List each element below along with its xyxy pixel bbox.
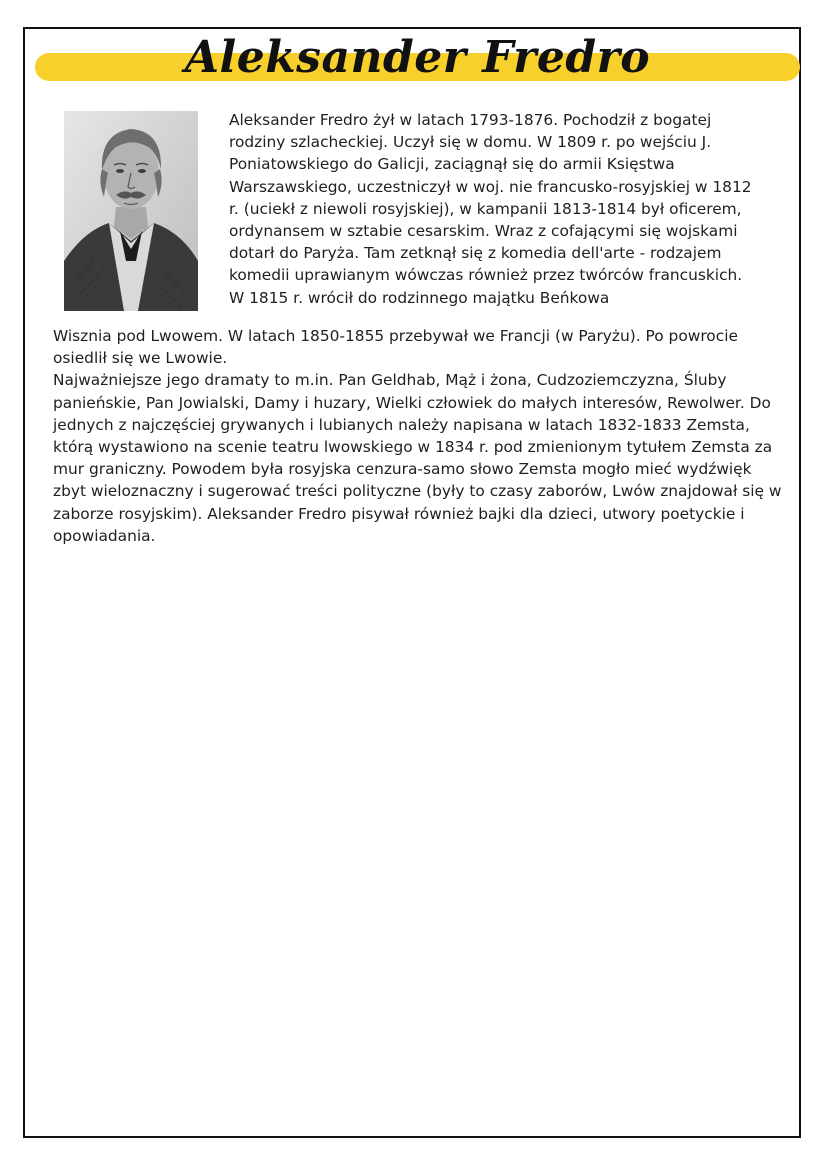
paragraph-continuation: Wisznia pod Lwowem. W latach 1850-1855 przebywał we Francji (w Paryżu). Po powrocie osiedlił się we Lwowie.	[53, 327, 738, 368]
paragraph-dramas: Najważniejsze jego dramaty to m.in. Pan Geldhab, Mąż i żona, Cudzoziemczyzna, Śluby panieńskie, Pan Jowialski, Damy i huzary, Wielki człowiek do małych interesów, Rewolwer. Do jednych z najczęściej grywanych i lubianych należy napisana w latach 1832-1833 Zemsta, którą wystawiono na scenie teatru lwowskiego w 1834 r. pod zmienionym tytułem Zemsta za mur graniczny. Powodem była rosyjska cenzura-samo słowo Zemsta mogło mieć wydźwięk zbyt wieloznaczny i sugerować treści polityczne (były to czasy zaborów, Lwów znajdował się w zaborze rosyjskim). Aleksander Fredro pisywał również bajki dla dzieci, utwory poetyckie i opowiadania.	[53, 371, 782, 545]
body-text	[53, 325, 788, 547]
intro-line: rodziny szlacheckiej. Uczył się w domu. W 1809 r. po wejściu J.	[229, 133, 712, 152]
page-title: Aleksander Fredro	[184, 32, 651, 83]
intro-line: Poniatowskiego do Galicji, zaciągnął się do armii Księstwa	[229, 155, 675, 174]
intro-line: Aleksander Fredro żył w latach 1793-1876. Pochodził z bogatej	[229, 111, 712, 129]
intro-line: W 1815 r. wrócił do rodzinnego majątku Beńkowa	[229, 288, 610, 307]
portrait-image	[64, 111, 198, 311]
intro-line: r. (uciekł z niewoli rosyjskiej), w kampanii 1813-1814 był oficerem,	[229, 199, 742, 218]
intro-line: Warszawskiego, uczestniczył w woj. nie francusko-rosyjskiej w 1812	[229, 177, 752, 196]
intro-line: komedii uprawianym wówczas również przez twórców francuskich.	[229, 266, 743, 285]
portrait-engraving-icon	[64, 111, 198, 311]
intro-text	[229, 109, 789, 309]
intro-line: dotarł do Paryża. Tam zetknął się z komedia dell'arte - rodzajem	[229, 244, 722, 263]
intro-line: ordynansem w sztabie cesarskim. Wraz z cofającymi się wojskami	[229, 222, 738, 241]
